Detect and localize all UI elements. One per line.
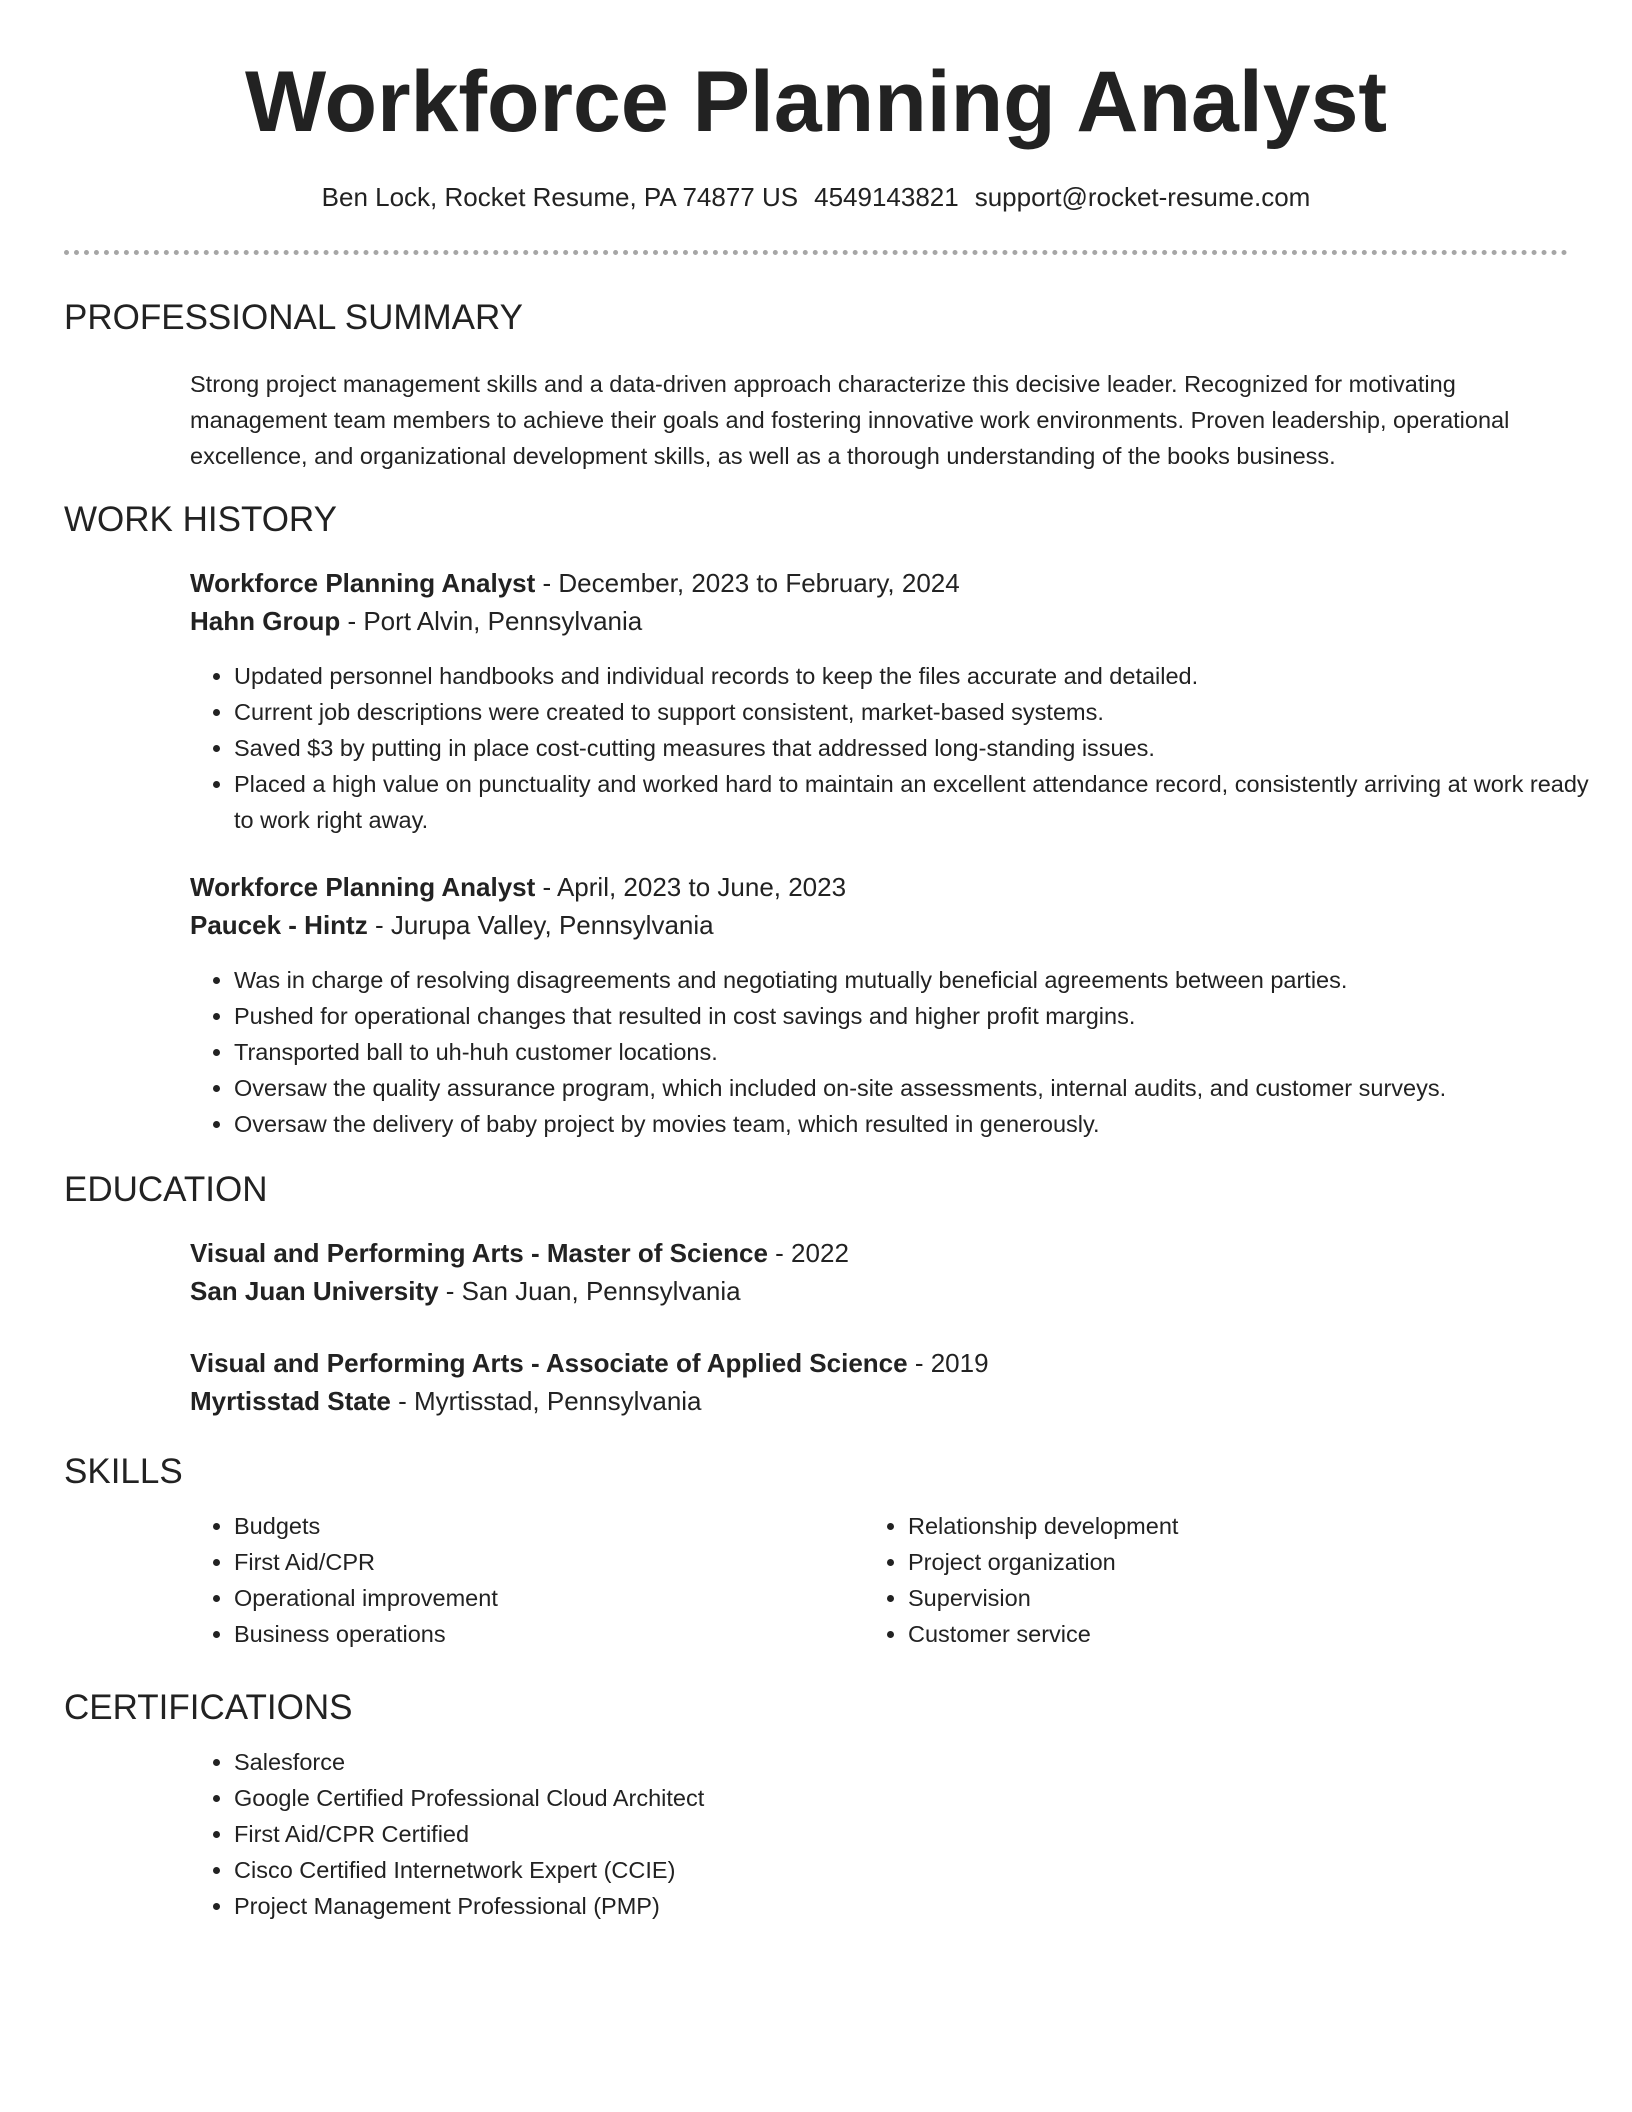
list-item: • Oversaw the quality assurance program, which included on-site assessments, internal audits, and customer surveys. xyxy=(234,1070,1594,1106)
list-item: • Updated personnel handbooks and individual records to keep the files accurate and detailed. xyxy=(234,658,1594,694)
list-item: • Oversaw the delivery of baby project by movies team, which resulted in generously. xyxy=(234,1106,1594,1142)
list-item: • Google Certified Professional Cloud Architect xyxy=(234,1780,1594,1816)
job-dates: - December, 2023 to February, 2024 xyxy=(535,568,960,598)
education-location: - Myrtisstad, Pennsylvania xyxy=(390,1386,702,1416)
list-item: • Budgets xyxy=(234,1508,854,1544)
job-bullets xyxy=(190,658,1594,838)
job-company-line xyxy=(190,604,642,638)
education-school: Myrtisstad State xyxy=(190,1386,391,1416)
list-item: • Project organization xyxy=(908,1544,1528,1580)
education-year: - 2019 xyxy=(907,1348,989,1378)
job-title-line xyxy=(190,566,960,600)
certifications-list xyxy=(190,1744,1594,1924)
section-heading-skills: SKILLS xyxy=(64,1452,183,1491)
list-item: • Cisco Certified Internetwork Expert (CCIE) xyxy=(234,1852,1594,1888)
job-dates: - April, 2023 to June, 2023 xyxy=(535,872,847,902)
education-location: - San Juan, Pennsylvania xyxy=(438,1276,741,1306)
list-item: • Customer service xyxy=(908,1616,1528,1652)
contact-phone: 4549143821 xyxy=(814,182,959,212)
job-company-line xyxy=(190,908,714,942)
list-item: • Relationship development xyxy=(908,1508,1528,1544)
summary-text: Strong project management skills and a data-driven approach characterize this decisive leader. Recognized for motivating management team members to achieve their goals and fostering innovative work environments. Proven leadership, operational excellence, and organizational development skills, as well as a thorough understanding of the books business. xyxy=(190,371,1510,469)
list-item: • Salesforce xyxy=(234,1744,1594,1780)
header-divider xyxy=(64,250,1568,255)
contact-email: support@rocket-resume.com xyxy=(974,182,1311,212)
job-title-line xyxy=(190,870,846,904)
contact-line xyxy=(0,180,1632,214)
job-location: - Jurupa Valley, Pennsylvania xyxy=(367,910,714,940)
list-item: • Placed a high value on punctuality and worked hard to maintain an excellent attendance record, consistently arriving at work ready to work right away. xyxy=(234,766,1594,838)
list-item: • Supervision xyxy=(908,1580,1528,1616)
list-item: • Saved $3 by putting in place cost-cutting measures that addressed long-standing issues. xyxy=(234,730,1594,766)
resume-title: Workforce Planning Analyst xyxy=(244,54,1388,150)
list-item: • Business operations xyxy=(234,1616,854,1652)
section-heading-work-history: WORK HISTORY xyxy=(64,500,337,539)
skills-list-left xyxy=(190,1508,854,1652)
education-school: San Juan University xyxy=(190,1276,439,1306)
section-heading-education: EDUCATION xyxy=(64,1170,268,1209)
job-location: - Port Alvin, Pennsylvania xyxy=(340,606,643,636)
list-item: • Pushed for operational changes that resulted in cost savings and higher profit margins. xyxy=(234,998,1594,1034)
section-heading-summary: PROFESSIONAL SUMMARY xyxy=(64,298,523,337)
education-school-line xyxy=(190,1274,741,1308)
job-title: Workforce Planning Analyst xyxy=(190,872,536,902)
list-item: • Was in charge of resolving disagreements and negotiating mutually beneficial agreements between parties. xyxy=(234,962,1594,998)
job-company: Hahn Group xyxy=(190,606,341,636)
education-school-line xyxy=(190,1384,702,1418)
list-item: • First Aid/CPR Certified xyxy=(234,1816,1594,1852)
list-item: • First Aid/CPR xyxy=(234,1544,854,1580)
education-degree-line xyxy=(190,1236,849,1270)
job-company: Paucek - Hintz xyxy=(190,910,368,940)
education-degree-line xyxy=(190,1346,989,1380)
job-title: Workforce Planning Analyst xyxy=(190,568,536,598)
education-degree: Visual and Performing Arts - Associate of Applied Science xyxy=(190,1348,908,1378)
list-item: • Transported ball to uh-huh customer locations. xyxy=(234,1034,1594,1070)
list-item: • Current job descriptions were created to support consistent, market-based systems. xyxy=(234,694,1594,730)
section-heading-certifications: CERTIFICATIONS xyxy=(64,1688,353,1727)
skills-list-right xyxy=(864,1508,1528,1652)
list-item: • Operational improvement xyxy=(234,1580,854,1616)
education-degree: Visual and Performing Arts - Master of Science xyxy=(190,1238,768,1268)
contact-address: Ben Lock, Rocket Resume, PA 74877 US xyxy=(321,182,799,212)
list-item: • Project Management Professional (PMP) xyxy=(234,1888,1594,1924)
education-year: - 2022 xyxy=(767,1238,849,1268)
job-bullets xyxy=(190,962,1594,1142)
